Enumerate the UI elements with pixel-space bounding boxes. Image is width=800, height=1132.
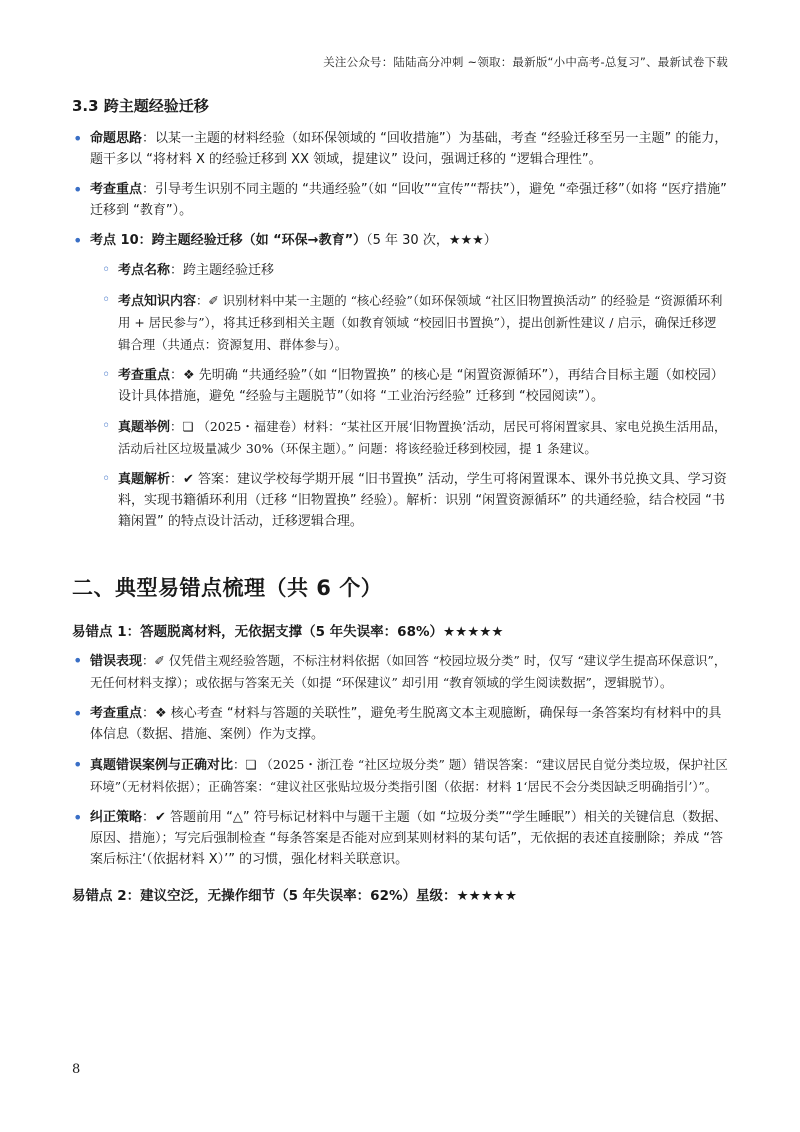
bullet-item: • 考点 10：跨主题经验迁移（如 “环保→教育”）（5 年 30 次，★★★） bbox=[72, 230, 728, 251]
sub-bullet-item: ◦ 考点名称：跨主题经验迁移 bbox=[102, 260, 728, 281]
sub-bullet-item: ◦ 真题举例：❏ （2025・福建卷）材料：“某社区开展‘旧物置换’活动，居民可将闲置家具、家电兑换生活用品，活动后社区垃圾量减少 30%（环保主题）。” 问题：将该经验迁移到校园，提 1 条建议。 bbox=[102, 416, 728, 460]
bullet-item: • 纠正策略：✔ 答题前用 “△” 符号标记材料中与题干主题（如 “垃圾分类”“学生睡眠”）相关的关键信息（数据、原因、措施）；写完后强制检查 “每条答案是否能对应到某则材料的某句话”，无依据的表述直接删除；养成 “答案后标注‘（依据材料 X）’” 的习惯，强化材料关联意识。 bbox=[72, 807, 728, 870]
bullet-item: • 错误表现：✐ 仅凭借主观经验答题，不标注材料依据（如回答 “校园垃圾分类” 时，仅写 “建议学生提高环保意识”，无任何材料支撑）；或依据与答案无关（如提 “环保建议” 却引用 “教育领域的学生阅读数据”，逻辑脱节）。 bbox=[72, 650, 728, 694]
bullet-item: • 真题错误案例与正确对比：❏ （2025・浙江卷 “社区垃圾分类” 题）错误答案：“建议居民自觉分类垃圾，保护社区环境”（无材料依据）；正确答案：“建议社区张贴垃圾分类指引图（依据：材料 1‘居民不会分类因缺乏明确指引’）”。 bbox=[72, 754, 728, 798]
section-title: 3.3 跨主题经验迁移 bbox=[72, 97, 209, 115]
page-number: 8 bbox=[72, 1062, 81, 1077]
bullet-item: • 命题思路：以某一主题的材料经验（如环保领域的 “回收措施”）为基础，考查 “经验迁移至另一主题” 的能力，题干多以 “将材料 X 的经验迁移到 XX 领域，提建议” 设问，强调迁移的 “逻辑合理性”。 bbox=[72, 128, 728, 170]
bullet-item: • 考查重点：引导考生识别不同主题的 “共通经验”（如 “回收”“宣传”“帮扶”），避免 “牵强迁移”（如将 “医疗措施” 迁移到 “教育”）。 bbox=[72, 179, 728, 221]
sub-bullet-item: ◦ 真题解析：✔ 答案：建议学校每学期开展 “旧书置换” 活动，学生可将闲置课本、课外书兑换文具、学习资料，实现书籍循环利用（迁移 “旧物置换” 经验）。解析：识别 “闲置资源循环” 的共通经验，结合校园 “书籍闲置” 的特点设计活动，迁移逻辑合理。 bbox=[102, 469, 728, 532]
page-content bbox=[72, 95, 728, 914]
bullet-item: • 考查重点：❖ 核心考查 “材料与答题的关联性”，避免考生脱离文本主观臆断，确保每一条答案均有材料中的具体信息（数据、措施、案例）作为支撑。 bbox=[72, 703, 728, 745]
sub-bullet-item: ◦ 考查重点：❖ 先明确 “共通经验”（如 “旧物置换” 的核心是 “闲置资源循环”），再结合目标主题（如校园）设计具体措施，避免 “经验与主题脱节”（如将 “工业治污经验” 迁移到 “校园阅读”）。 bbox=[102, 365, 728, 407]
part-heading: 二、典型易错点梳理（共 6 个） bbox=[72, 576, 383, 600]
sub-bullet-item: ◦ 考点知识内容：✐ 识别材料中某一主题的 “核心经验”（如环保领域 “社区旧物置换活动” 的经验是 “资源循环利用 + 居民参与”），将其迁移到相关主题（如教育领域 “校园旧书置换”），提出创新性建议 / 启示，确保迁移逻辑合理（共通点：资源复用、群体参与）。 bbox=[102, 290, 728, 356]
page-header: 关注公众号：陆陆高分冲刺 ~领取：最新版“小中高考-总复习”、最新试卷下载 bbox=[323, 55, 728, 69]
error-point-title: 易错点 1：答题脱离材料，无依据支撑（5 年失误率：68%）★★★★★ bbox=[72, 624, 504, 640]
error-point-title: 易错点 2：建议空泛，无操作细节（5 年失误率：62%）星级：★★★★★ bbox=[72, 888, 518, 904]
